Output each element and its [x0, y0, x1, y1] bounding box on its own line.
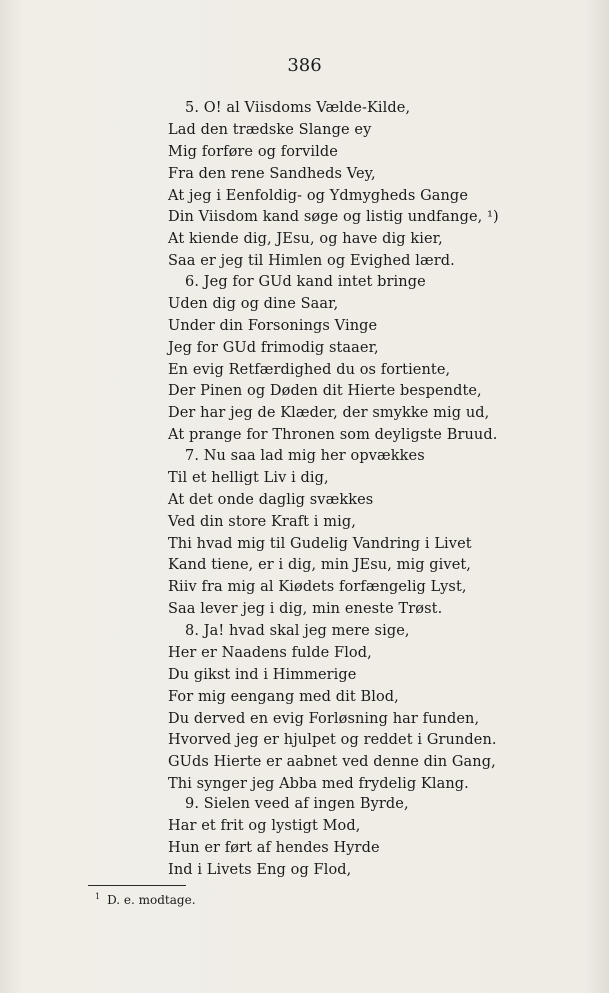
verse-line: Din Viisdom kand søge og listig undfange, ¹): [168, 209, 499, 226]
verse-line: 8. Ja! hvad skal jeg mere sige,: [185, 623, 410, 639]
verse-line: Saa er jeg til Himlen og Evighed lærd.: [168, 253, 455, 270]
footnote-text: D. e. modtage.: [107, 893, 196, 907]
verse-line: Lad den trædske Slange ey: [168, 121, 372, 138]
verse-line: Her er Naadens fulde Flod,: [168, 644, 372, 661]
verse-line: Mig forføre og forvilde: [168, 143, 338, 160]
verse-line: For mig eengang med dit Blod,: [168, 688, 399, 705]
verse-6: [168, 272, 497, 447]
verse-line: Fra den rene Sandheds Vey,: [168, 165, 376, 182]
page-number: 386: [287, 55, 322, 76]
verse-line: Kand tiene, er i dig, min JEsu, mig givet,: [168, 557, 472, 574]
verse-line: Du gikst ind i Himmerige: [168, 666, 357, 683]
verse-line: Saa lever jeg i dig, min eneste Trøst.: [168, 601, 443, 618]
verse-line: 7. Nu saa lad mig her opvækkes: [185, 448, 425, 464]
verse-line: Riiv fra mig al Kiødets forfængelig Lyst,: [168, 579, 467, 596]
verse-line: GUds Hierte er aabnet ved denne din Gang,: [168, 754, 496, 771]
verse-line: Under din Forsonings Vinge: [168, 317, 378, 334]
footnote-divider: [88, 885, 186, 886]
verse-line: 6. Jeg for GUd kand intet bringe: [185, 274, 426, 290]
verse-line: At jeg i Eenfoldig- og Ydmygheds Gange: [168, 187, 468, 204]
verse-line: Der Pinen og Døden dit Hierte bespendte,: [168, 383, 482, 400]
verse-line: 9. Sielen veed af ingen Byrde,: [185, 796, 409, 812]
verse-line: En evig Retfærdighed du os fortiente,: [168, 361, 451, 378]
verse-line: Der har jeg de Klæder, der smykke mig ud,: [168, 405, 490, 422]
verse-line: Hvorved jeg er hjulpet og reddet i Grunden.: [168, 732, 497, 749]
verse-line: Jeg for GUd frimodig staaer,: [168, 339, 379, 356]
verse-line: Thi synger jeg Abba med frydelig Klang.: [168, 776, 469, 793]
verse-7: [168, 446, 472, 621]
verse-line: Ind i Livets Eng og Flod,: [168, 861, 352, 878]
verse-line: At kiende dig, JEsu, og have dig kier,: [168, 231, 443, 248]
verse-line: At det onde daglig svækkes: [168, 491, 374, 508]
footnote-marker: 1: [95, 892, 101, 901]
verse-line: Har et frit og lystigt Mod,: [168, 817, 361, 834]
verse-line: Hun er ført af hendes Hyrde: [168, 839, 380, 856]
verse-9: [168, 794, 409, 882]
verse-line: Uden dig og dine Saar,: [168, 295, 339, 312]
footnote: [95, 892, 196, 907]
verse-line: Til et helligt Liv i dig,: [168, 469, 329, 486]
verse-5: [168, 98, 499, 273]
verse-line: Thi hvad mig til Gudelig Vandring i Livet: [168, 535, 472, 552]
verse-line: Ved din store Kraft i mig,: [168, 513, 356, 530]
verse-line: 5. O! al Viisdoms Vælde-Kilde,: [185, 100, 411, 116]
verse-line: Du derved en evig Forløsning har funden,: [168, 710, 480, 727]
verse-line: At prange for Thronen som deyligste Bruud.: [168, 427, 498, 444]
verse-8: [168, 621, 497, 796]
